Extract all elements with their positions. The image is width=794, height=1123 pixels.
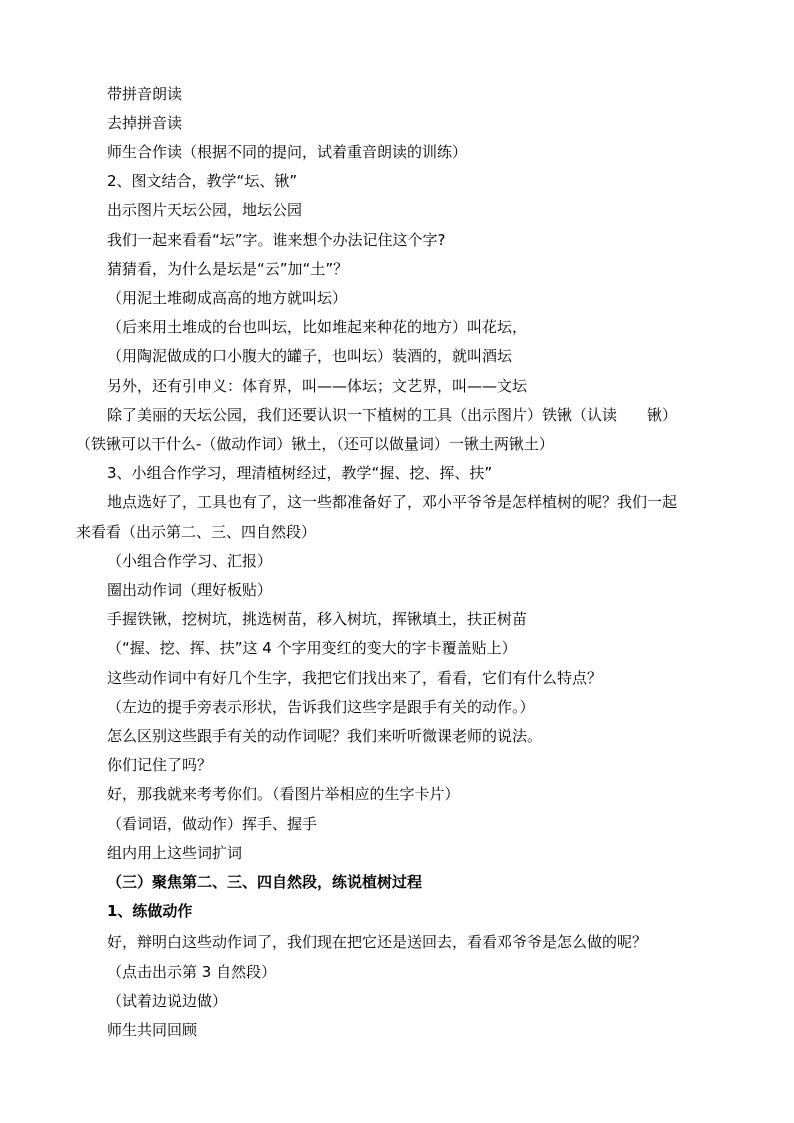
text-line: 组内用上这些词扩词 bbox=[107, 844, 243, 862]
text-line: 3、小组合作学习，理清植树经过，教学“握、挖、挥、扶” bbox=[107, 464, 493, 482]
text-line: 师生合作读（根据不同的提问，试着重音朗读的训练） bbox=[107, 143, 468, 161]
text-line: 另外，还有引申义：体育界，叫——体坛；文艺界，叫——文坛 bbox=[107, 377, 528, 395]
text-line: （看词语，做动作）挥手、握手 bbox=[107, 815, 318, 833]
text-line: 来看看（出示第二、三、四自然段） bbox=[76, 523, 317, 541]
text-line: （左边的提手旁表示形状，告诉我们这些字是跟手有关的动作。） bbox=[107, 698, 535, 716]
text-line: （“握、挖、挥、扶”这 4 个字用变红的变大的字卡覆盖贴上） bbox=[107, 639, 517, 657]
subsection-heading: 1、练做动作 bbox=[107, 902, 193, 920]
text-line: 圈出动作词（理好板贴） bbox=[107, 581, 273, 599]
text-line: 好，那我就来考考你们。（看图片举相应的生字卡片） bbox=[107, 785, 460, 803]
text-line: 除了美丽的天坛公园，我们还要认识一下植树的工具（出示图片）铁锹（认读 锹） bbox=[107, 406, 678, 424]
text-line: 这些动作词中有好几个生字，我把它们找出来了，看看，它们有什么特点？ bbox=[107, 669, 603, 687]
text-line: 出示图片天坛公园，地坛公园 bbox=[107, 201, 303, 219]
section-heading: （三）聚焦第二、三、四自然段，练说植树过程 bbox=[107, 873, 423, 891]
text-line: 带拼音朗读 bbox=[107, 85, 183, 103]
text-line: 师生共同回顾 bbox=[107, 1021, 198, 1039]
text-line: 你们记住了吗？ bbox=[107, 756, 213, 774]
text-line: （试着边说边做） bbox=[107, 992, 228, 1010]
text-line: 我们一起来看看“坛”字。谁来想个办法记住这个字? bbox=[107, 231, 446, 249]
text-line: （用陶泥做成的口小腹大的罐子，也叫坛）装酒的，就叫酒坛 bbox=[107, 347, 513, 365]
text-line: 去掉拼音读 bbox=[107, 114, 183, 132]
text-line: 怎么区别这些跟手有关的动作词呢？我们来听听微课老师的说法。 bbox=[107, 727, 543, 745]
text-line: 地点选好了，工具也有了，这一些都准备好了，邓小平爷爷是怎样植树的呢？我们一起 bbox=[107, 493, 678, 511]
text-line: （后来用土堆成的台也叫坛，比如堆起来种花的地方）叫花坛， bbox=[107, 318, 528, 336]
text-line: 猜猜看，为什么是坛是“云”加“土”？ bbox=[107, 260, 349, 278]
text-line: （点击出示第 3 自然段） bbox=[107, 963, 277, 981]
text-line: 手握铁锹，挖树坑，挑选树苗，移入树坑，挥锹填土，扶正树苗 bbox=[107, 610, 528, 628]
text-line: （铁锹可以干什么-（做动作词）锹土，（还可以做量词）一锹土两锹土） bbox=[76, 435, 554, 453]
text-line: （用泥土堆砌成高高的地方就叫坛） bbox=[107, 289, 348, 307]
text-line: （小组合作学习、汇报） bbox=[107, 552, 273, 570]
text-line: 好，辩明白这些动作词了，我们现在把它还是送回去，看看邓爷爷是怎么做的呢？ bbox=[107, 933, 648, 951]
text-line: 2、图文结合，教学“坛、锹” bbox=[107, 172, 298, 190]
